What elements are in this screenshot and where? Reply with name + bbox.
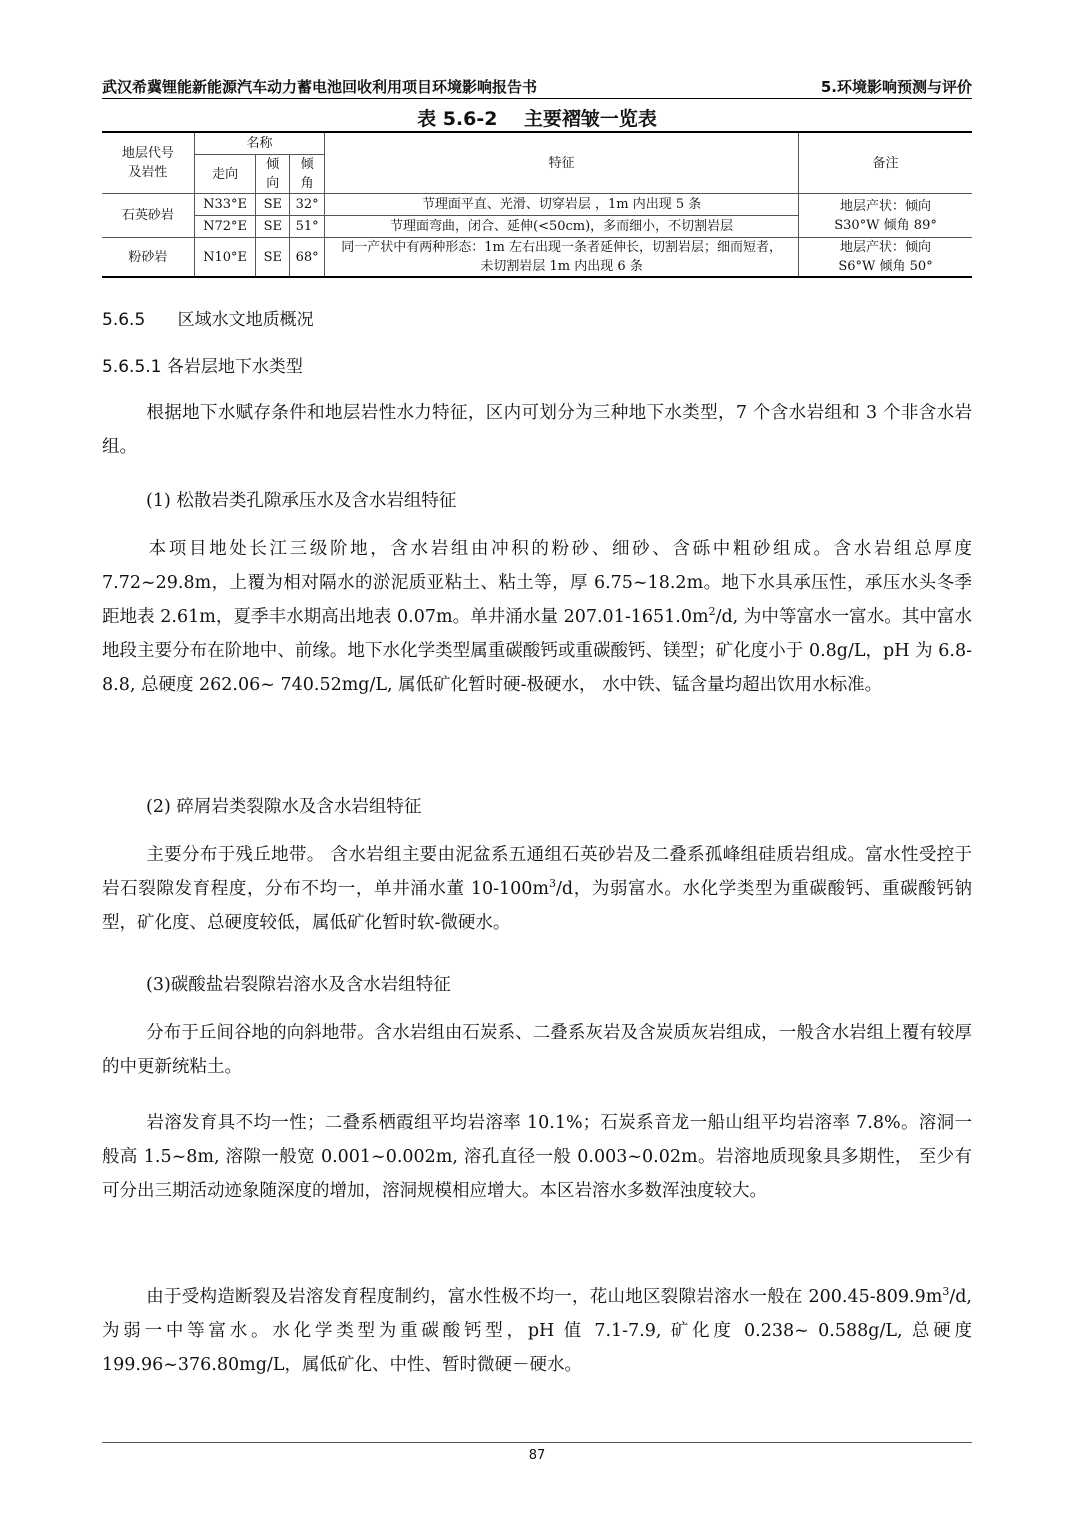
cell-dip-direction: SE xyxy=(256,216,290,238)
cell-strike: N10°E xyxy=(194,238,256,278)
paragraph: 本项目地处长江三级阶地，含水岩组由冲积的粉砂、细砂、含砾中粗砂组成。含水岩组总厚度 7.72~29.8m，上覆为相对隔水的淤泥质亚粘土、粘土等，厚 6.75~18.2m。地下水具承压性，承压水头冬季距地表 2.61m，夏季丰水期高出地表 0.07m。单井涌水量 $207.01-1651.0m^2/d$, 为中等富水一富水。其中富水地段主要分布在阶地中、前缘。地下水化学类型属重碳酸钙或重碳酸钙、镁型；矿化度小于 0.8g/L，pH 为 6.8-8.8, 总硬度 262.06~ 740.52mg/L, 属低矿化暂时硬-极硬水， 水中铁、锰含量均超出饮用水标准。 xyxy=(102,539,972,695)
header-name-group: 名称 xyxy=(194,132,324,155)
cell-feature: 节理面弯曲，闭合、延伸(<50cm)，多而细小，不切割岩层 xyxy=(325,216,799,238)
document-header-chapter: 5.环境影响预测与评价 xyxy=(820,78,972,96)
subsection-heading: 5.6.5.1 各岩层地下水类型 xyxy=(102,357,303,377)
list-heading: (1) 松散岩类孔隙承压水及含水岩组特征 xyxy=(146,491,457,511)
document-header-title: 武汉希冀锂能新能源汽车动力蓄电池回收利用项目环境影响报告书 xyxy=(102,78,538,96)
paragraph: 分布于丘间谷地的向斜地带。含水岩组由石炭系、二叠系灰岩及含炭质灰岩组成，一般含水岩组上覆有较厚的中更新统粘土。 xyxy=(102,1023,972,1077)
paragraph: 由于受构造断裂及岩溶发育程度制约，富水性极不均一，花山地区裂隙岩溶水一般在 $200.45-809.9m^3/d$, 为弱一中等富水。水化学类型为重碳酸钙型，pH 值 7.1-7.9, 矿化度 0.238~ 0.588g/L, 总硬度 199.96~376.80mg/L，属低矿化、中性、暂时微硬－硬水。 xyxy=(102,1285,972,1375)
list-heading: (2) 碎屑岩类裂隙水及含水岩组特征 xyxy=(146,797,422,817)
cell-dip-direction: SE xyxy=(256,194,290,216)
page-number: 87 xyxy=(528,1448,546,1463)
cell-dip-direction: SE xyxy=(256,238,290,278)
table-header-row xyxy=(102,132,972,155)
header-feature: 特征 xyxy=(325,132,799,194)
table-title: 表 5.6-2 主要褶皱一览表 xyxy=(417,108,657,130)
header-note: 备注 xyxy=(799,132,972,194)
paragraph: 根据地下水赋存条件和地层岩性水力特征，区内可划分为三种地下水类型，7 个含水岩组和 3 个非含水岩组。 xyxy=(102,403,972,457)
header-dip-angle: 倾角 xyxy=(290,155,325,194)
cell-stratum: 石英砂岩 xyxy=(102,194,194,238)
cell-strike: N72°E xyxy=(194,216,256,238)
cell-feature: 节理面平直、光滑、切穿岩层 ，1m 内出现 5 条 xyxy=(325,194,799,216)
header-stratum: 地层代号及岩性 xyxy=(102,132,194,194)
table-row xyxy=(102,238,972,278)
section-heading: 5.6.5 区域水文地质概况 xyxy=(102,310,314,330)
cell-dip-angle: 51° xyxy=(290,216,325,238)
cell-strike: N33°E xyxy=(194,194,256,216)
list-heading: (3)碳酸盐岩裂隙岩溶水及含水岩组特征 xyxy=(146,975,451,995)
paragraph: 主要分布于残丘地带。 含水岩组主要由泥盆系五通组石英砂岩及二叠系孤峰组硅质岩组成。富水性受控于岩石裂隙发育程度，分布不均一，单井涌水董 $10-100m^3/d$，为弱富水。水化学类型为重碳酸钙、重碳酸钙钠型，矿化度、总硬度较低，属低矿化暂时软-微硬水。 xyxy=(102,845,972,933)
cell-dip-angle: 32° xyxy=(290,194,325,216)
cell-note: 地层产状：倾向S6°W 倾角 50° xyxy=(799,238,972,278)
table-row xyxy=(102,194,972,216)
header-divider xyxy=(102,98,972,99)
cell-note: 地层产状：倾向S30°W 倾角 89° xyxy=(799,194,972,238)
cell-dip-angle: 68° xyxy=(290,238,325,278)
footer-divider xyxy=(102,1442,972,1443)
fold-table xyxy=(102,131,972,278)
paragraph: 岩溶发育具不均一性；二叠系栖霞组平均岩溶率 10.1%；石炭系音龙一船山组平均岩溶率 7.8%。溶洞一般高 1.5~8m, 溶隙一般宽 0.001~0.002m, 溶孔直径一般 0.003~0.02m。岩溶地质现象具多期性， 至少有可分出三期活动迹象随深度的增加，溶洞规模相应增大。本区岩溶水多数浑浊度较大。 xyxy=(102,1113,972,1201)
cell-feature: 同一产状中有两种形态：1m 左右出现一条者延伸长，切割岩层；细而短者，未切割岩层 1m 内出现 6 条 xyxy=(325,238,799,278)
cell-stratum: 粉砂岩 xyxy=(102,238,194,278)
header-dip-direction: 倾向 xyxy=(256,155,290,194)
header-strike: 走向 xyxy=(194,155,256,194)
